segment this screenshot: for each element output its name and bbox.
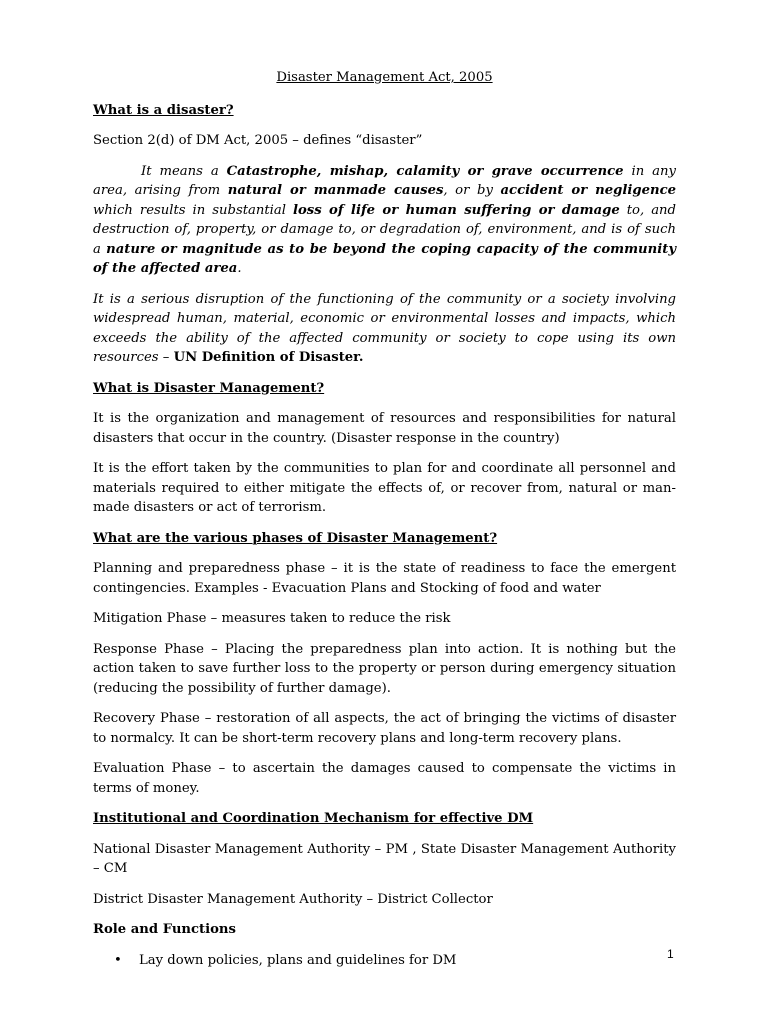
section-reference: Section 2(d) of DM Act, 2005 – defines “disaster” <box>93 133 423 148</box>
document-title: Disaster Management Act, 2005 <box>276 70 493 85</box>
phase-response: Response Phase – Placing the preparedness plan into action. It is nothing but the action taken to save further loss to the property or person during emergency situation (reducing the possibility of further damage). <box>93 641 676 696</box>
authority-line-1: National Disaster Management Authority – PM , State Disaster Management Authority – CM <box>93 841 676 876</box>
roles-list <box>93 951 676 971</box>
heading-institutional-mechanism: Institutional and Coordination Mechanism for effective DM <box>93 811 534 826</box>
phase-planning: Planning and preparedness phase – it is the state of readiness to face the emergent contingencies. Examples - Evacuation Plans and Stocking of food and water <box>93 561 676 596</box>
definition-paragraph: It means a Catastrophe, mishap, calamity or grave occurrence in any area, arising from natural or manmade causes, or by accident or negligence which results in substantial loss of life or human suffering or damage to, and destruction of, property, or damage to, or degradation of, environment, and is of such a nature or magnitude as to be beyond the coping capacity of the community of the affected area. <box>93 163 676 276</box>
un-definition-paragraph: It is a serious disruption of the functioning of the community or a society involving widespread human, material, economic or environmental losses and impacts, which exceeds the ability of the affected community or society to cope using its own resources – UN Definition of Disaster. <box>93 291 676 365</box>
document-page <box>93 68 676 970</box>
heading-role-functions: Role and Functions <box>93 922 236 937</box>
heading-what-is-dm: What is Disaster Management? <box>93 380 325 396</box>
dm-paragraph-2: It is the effort taken by the communities to plan for and coordinate all personnel and materials required to either mitigate the effects of, or recover from, natural or man-made disasters or act of terrorism. <box>93 461 676 515</box>
heading-phases: What are the various phases of Disaster Management? <box>93 530 498 546</box>
phase-mitigation: Mitigation Phase – measures taken to reduce the risk <box>93 611 451 626</box>
heading-what-is-disaster: What is a disaster? <box>93 102 234 118</box>
phase-recovery: Recovery Phase – restoration of all aspects, the act of bringing the victims of disaster to normalcy. It can be short-term recovery plans and long-term recovery plans. <box>93 711 676 746</box>
list-item: • Lay down policies, plans and guidelines for DM <box>93 951 676 971</box>
page-number: 1 <box>667 947 674 961</box>
phase-evaluation: Evaluation Phase – to ascertain the damages caused to compensate the victims in terms of money. <box>93 761 676 796</box>
authority-line-2: District Disaster Management Authority – District Collector <box>93 891 493 907</box>
un-definition-label: UN Definition of Disaster. <box>173 350 364 365</box>
dm-paragraph-1: It is the organization and management of resources and responsibilities for natural disasters that occur in the country. (Disaster response in the country) <box>93 411 676 446</box>
